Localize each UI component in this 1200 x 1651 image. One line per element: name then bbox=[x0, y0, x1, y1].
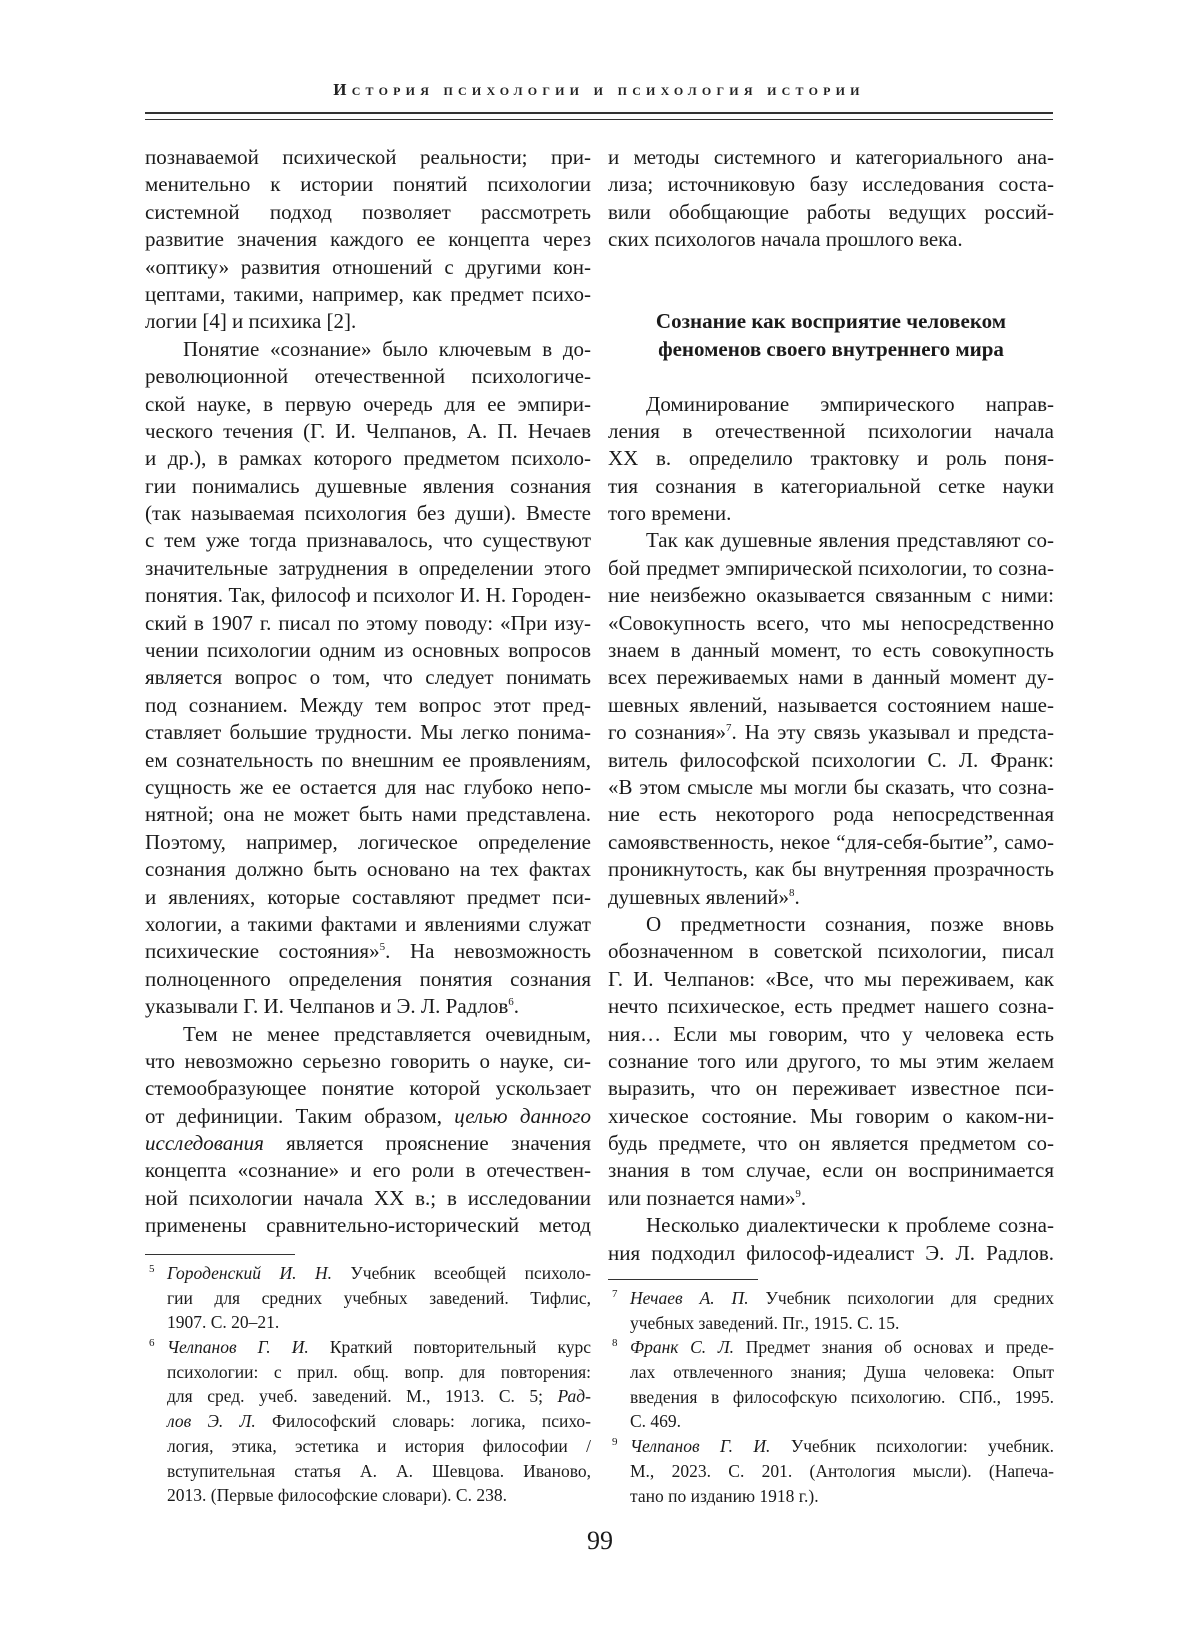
footnote-line bbox=[167, 1261, 591, 1286]
text-line bbox=[145, 171, 591, 198]
text-line bbox=[145, 1103, 591, 1130]
text-line bbox=[145, 199, 591, 226]
text-segment: понятия. Так, философ и психолог И. Н. Городен- bbox=[145, 583, 591, 607]
blank-line bbox=[608, 363, 1054, 390]
text-segment: . bbox=[801, 1186, 806, 1210]
text-line bbox=[145, 445, 591, 472]
text-segment: указывали Г. И. Челпанов и Э. Л. Радлов bbox=[145, 994, 508, 1018]
text-line bbox=[145, 144, 591, 171]
text-segment: Понятие «сознание» было ключевым в до- bbox=[183, 337, 591, 361]
text-segment: самоявственность, некое “для-себя-бытие”, само- bbox=[608, 830, 1054, 854]
footnote-reference: 8 bbox=[789, 887, 795, 899]
footnote-reference: 7 bbox=[726, 722, 732, 734]
page-number: 99 bbox=[0, 1526, 1200, 1556]
text-line bbox=[145, 281, 591, 308]
footnote-line bbox=[167, 1286, 591, 1311]
text-line bbox=[608, 473, 1054, 500]
text-line bbox=[145, 1130, 591, 1157]
text-line bbox=[145, 582, 591, 609]
text-line bbox=[608, 582, 1054, 609]
paragraph bbox=[145, 336, 591, 1021]
right-column bbox=[608, 144, 1054, 1267]
text-line bbox=[608, 993, 1054, 1020]
text-line bbox=[608, 1048, 1054, 1075]
paragraph bbox=[608, 144, 1054, 254]
footnote-line bbox=[167, 1459, 591, 1484]
footnote-line bbox=[167, 1434, 591, 1459]
section-heading-line bbox=[608, 336, 1054, 363]
text-line bbox=[608, 774, 1054, 801]
text-line bbox=[145, 500, 591, 527]
text-line bbox=[608, 664, 1054, 691]
text-line bbox=[608, 445, 1054, 472]
text-line bbox=[145, 966, 591, 993]
text-segment: витель философской психологии С. Л. Франк: bbox=[608, 748, 1054, 772]
text-line bbox=[145, 1157, 591, 1184]
text-line bbox=[145, 637, 591, 664]
text-line bbox=[608, 1240, 1054, 1267]
text-line bbox=[608, 1157, 1054, 1184]
footnote-separator bbox=[145, 1254, 295, 1255]
text-line bbox=[608, 637, 1054, 664]
footnote-separator bbox=[608, 1279, 758, 1280]
text-segment: учебных заведений. Пг., 1915. С. 15. bbox=[630, 1313, 899, 1333]
footnote-reference: 6 bbox=[508, 996, 514, 1008]
text-line bbox=[145, 938, 591, 965]
text-segment: ческого течения (Г. И. Челпанов, А. П. Нечаев bbox=[145, 419, 591, 443]
text-segment: бой предмет эмпирической психологии, то созна- bbox=[608, 556, 1054, 580]
text-line bbox=[145, 555, 591, 582]
footnote-line bbox=[167, 1335, 591, 1360]
text-line bbox=[608, 171, 1054, 198]
text-line bbox=[608, 1075, 1054, 1102]
text-line bbox=[145, 308, 591, 335]
text-line bbox=[145, 692, 591, 719]
text-segment: . bbox=[795, 885, 800, 909]
text-segment: цептами, такими, например, как предмет психо- bbox=[145, 282, 591, 306]
footnote bbox=[608, 1434, 1054, 1508]
text-segment: Сознание как восприятие человеком bbox=[656, 309, 1006, 333]
text-segment: «Совокупность всего, что мы непосредственно bbox=[608, 611, 1054, 635]
paragraph bbox=[608, 527, 1054, 910]
text-segment: 2013. (Первые философские словари). С. 238. bbox=[167, 1485, 507, 1505]
text-segment: психические состояния» bbox=[145, 939, 380, 963]
footnote-line bbox=[630, 1311, 1054, 1336]
text-segment: тано по изданию 1918 г.). bbox=[630, 1486, 819, 1506]
left-column bbox=[145, 144, 591, 1240]
text-segment: хическое состояние. Мы говорим о каком-ни- bbox=[608, 1104, 1054, 1128]
text-line bbox=[608, 829, 1054, 856]
text-segment: ской науке, в первую очередь для ее эмпири- bbox=[145, 392, 591, 416]
text-segment: стемообразующее понятие которой ускользает bbox=[145, 1076, 591, 1100]
text-line bbox=[145, 363, 591, 390]
text-line bbox=[608, 719, 1054, 746]
text-segment: Тем не менее представляется очевидным, bbox=[183, 1022, 591, 1046]
text-segment: применены сравнительно-исторический метод bbox=[145, 1213, 591, 1237]
text-segment: ставляет большие трудности. Мы легко понима- bbox=[145, 720, 591, 744]
text-segment: Учебник психологии для средних bbox=[749, 1288, 1054, 1308]
text-segment: ский в 1907 г. писал по этому поводу: «При изу- bbox=[145, 611, 591, 635]
text-line bbox=[145, 226, 591, 253]
text-line bbox=[608, 911, 1054, 938]
text-segment: Так как душевные явления представляют со- bbox=[646, 528, 1054, 552]
text-segment: вили обобщающие работы ведущих россий- bbox=[608, 200, 1054, 224]
text-segment: О предметности сознания, позже вновь bbox=[646, 912, 1054, 936]
text-segment: является вопрос о том, что следует понимать bbox=[145, 665, 591, 689]
text-line bbox=[145, 391, 591, 418]
text-segment: и методы системного и категориального ана- bbox=[608, 145, 1054, 169]
text-segment: Учебник всеобщей психоло- bbox=[332, 1263, 591, 1283]
italic-segment: Челпанов Г. И. bbox=[167, 1337, 309, 1357]
text-line bbox=[608, 1130, 1054, 1157]
footnote-line bbox=[630, 1385, 1054, 1410]
text-segment: гии для средних учебных заведений. Тифлис, bbox=[167, 1288, 591, 1308]
footnote-number: 5 bbox=[149, 1263, 155, 1275]
text-line bbox=[145, 664, 591, 691]
footnote-number: 8 bbox=[612, 1337, 618, 1349]
text-segment: чении психологии одним из основных вопросов bbox=[145, 638, 591, 662]
text-segment: и явлениях, которые составляют предмет пси- bbox=[145, 885, 591, 909]
text-segment: выразить, что он переживает известное пси- bbox=[608, 1076, 1054, 1100]
text-segment: го сознания» bbox=[608, 720, 726, 744]
text-segment: психологии: с прил. общ. вопр. для повторения: bbox=[167, 1362, 591, 1382]
text-segment: под сознанием. Между тем вопрос этот пред- bbox=[145, 693, 591, 717]
text-line bbox=[608, 747, 1054, 774]
text-segment: душевных явлений» bbox=[608, 885, 789, 909]
text-segment: значительные затруднения в определении этого bbox=[145, 556, 591, 580]
header-rule-bottom bbox=[145, 119, 1053, 120]
text-segment: будь предмете, что он является предметом со- bbox=[608, 1131, 1054, 1155]
text-line bbox=[145, 829, 591, 856]
text-line bbox=[608, 144, 1054, 171]
text-line bbox=[145, 774, 591, 801]
text-line bbox=[608, 1103, 1054, 1130]
text-line bbox=[608, 692, 1054, 719]
footnote-number: 9 bbox=[612, 1436, 618, 1448]
footnote-line bbox=[630, 1360, 1054, 1385]
footnote bbox=[145, 1261, 591, 1335]
text-line bbox=[145, 527, 591, 554]
text-line bbox=[608, 391, 1054, 418]
text-segment: для сред. учеб. заведений. М., 1913. С. 5; bbox=[167, 1386, 558, 1406]
text-segment: логии [4] и психика [2]. bbox=[145, 309, 356, 333]
section-heading-line bbox=[608, 308, 1054, 335]
text-line bbox=[145, 1021, 591, 1048]
footnote-line bbox=[630, 1484, 1054, 1509]
text-line bbox=[145, 473, 591, 500]
text-segment: Учебник психологии: учебник. bbox=[770, 1436, 1054, 1456]
italic-segment: Городенский И. Н. bbox=[167, 1263, 332, 1283]
text-segment: с тем уже тогда признавалось, что существуют bbox=[145, 528, 591, 552]
footnote bbox=[145, 1335, 591, 1508]
text-line bbox=[145, 1185, 591, 1212]
footnote-line bbox=[167, 1360, 591, 1385]
text-line bbox=[145, 747, 591, 774]
text-segment: . bbox=[514, 994, 519, 1018]
text-line bbox=[608, 801, 1054, 828]
text-line bbox=[608, 199, 1054, 226]
blank-line bbox=[608, 281, 1054, 308]
text-segment: Несколько диалектически к проблеме созна- bbox=[646, 1213, 1054, 1237]
italic-segment: Челпанов Г. И. bbox=[630, 1436, 770, 1456]
text-line bbox=[608, 500, 1054, 527]
text-segment: шевных явлений, называется состоянием наше- bbox=[608, 693, 1054, 717]
text-segment: «В этом смысле мы могли бы сказать, что созна- bbox=[608, 775, 1054, 799]
footnote-line bbox=[630, 1286, 1054, 1311]
footnotes-right bbox=[608, 1279, 1054, 1508]
footnotes-left bbox=[145, 1254, 591, 1508]
text-segment: менительно к истории понятий психологии bbox=[145, 172, 591, 196]
text-segment: Доминирование эмпирического направ- bbox=[646, 392, 1054, 416]
text-line bbox=[608, 884, 1054, 911]
text-segment: вступительная статья А. А. Шевцова. Иваново, bbox=[167, 1461, 591, 1481]
footnote-line bbox=[630, 1335, 1054, 1360]
footnote bbox=[608, 1335, 1054, 1434]
running-header: История психологии и психология истории bbox=[145, 80, 1053, 100]
text-line bbox=[608, 938, 1054, 965]
text-segment: Поэтому, например, логическое определение bbox=[145, 830, 591, 854]
text-segment: Краткий повторительный курс bbox=[309, 1337, 591, 1357]
text-segment: ной психологии начала XX в.; в исследовании bbox=[145, 1186, 591, 1210]
header-rule-top bbox=[145, 112, 1053, 114]
footnote-line bbox=[167, 1310, 591, 1335]
text-line bbox=[145, 254, 591, 281]
text-line bbox=[145, 1075, 591, 1102]
text-segment: того времени. bbox=[608, 501, 731, 525]
text-line bbox=[145, 884, 591, 911]
text-segment: (так называемая психология без души). Вместе bbox=[145, 501, 591, 525]
footnote-number: 7 bbox=[612, 1288, 618, 1300]
text-segment: системной подход позволяет рассмотреть bbox=[145, 200, 591, 224]
text-line bbox=[608, 1021, 1054, 1048]
text-segment: сознание того или другого, то мы этим желаем bbox=[608, 1049, 1054, 1073]
footnote-reference: 5 bbox=[380, 941, 386, 953]
italic-segment: Нечаев А. П. bbox=[630, 1288, 749, 1308]
text-segment: ние есть некоторого рода непосредственная bbox=[608, 802, 1054, 826]
text-segment: Философский словарь: логика, психо- bbox=[256, 1411, 591, 1431]
footnote-line bbox=[630, 1459, 1054, 1484]
text-segment: развитие значения каждого ее концепта через bbox=[145, 227, 591, 251]
text-line bbox=[145, 418, 591, 445]
paragraph bbox=[608, 1212, 1054, 1267]
text-segment: гии понимались душевные явления сознания bbox=[145, 474, 591, 498]
text-segment: ских психологов начала прошлого века. bbox=[608, 227, 963, 251]
text-line bbox=[608, 1185, 1054, 1212]
text-segment: и др.), в рамках которого предметом психоло- bbox=[145, 446, 591, 470]
text-segment: Г. И. Челпанов: «Все, что мы переживаем, как bbox=[608, 967, 1054, 991]
text-segment: XX в. определило трактовку и роль поня- bbox=[608, 446, 1054, 470]
footnote-line bbox=[167, 1384, 591, 1409]
text-segment: от дефиниции. Таким образом, bbox=[145, 1104, 454, 1128]
footnote-line bbox=[630, 1409, 1054, 1434]
text-line bbox=[145, 1048, 591, 1075]
text-line bbox=[608, 555, 1054, 582]
text-segment: тия сознания в категориальной сетке науки bbox=[608, 474, 1054, 498]
footnote-line bbox=[167, 1409, 591, 1434]
text-segment: революционной отечественной психологиче- bbox=[145, 364, 591, 388]
text-segment: концепта «сознание» и его роли в отечествен- bbox=[145, 1158, 591, 1182]
text-segment: . На эту связь указывал и предста- bbox=[731, 720, 1054, 744]
text-segment: является прояснение значения bbox=[264, 1131, 591, 1155]
text-segment: ния… Если мы говорим, что у человека есть bbox=[608, 1022, 1054, 1046]
text-segment: или познается нами» bbox=[608, 1186, 795, 1210]
text-segment: ления в отечественной психологии начала bbox=[608, 419, 1054, 443]
text-line bbox=[145, 911, 591, 938]
text-segment: познаваемой психической реальности; при- bbox=[145, 145, 591, 169]
text-segment: феноменов своего внутреннего мира bbox=[658, 337, 1004, 361]
footnote-reference: 9 bbox=[795, 1188, 801, 1200]
italic-segment: Франк С. Л. bbox=[630, 1337, 734, 1357]
text-segment: М., 2023. С. 201. (Антология мысли). (Напеча- bbox=[630, 1461, 1054, 1481]
text-segment: ем сознательность по внешним ее проявлениям, bbox=[145, 748, 591, 772]
text-segment: 1907. С. 20–21. bbox=[167, 1312, 279, 1332]
text-line bbox=[608, 1212, 1054, 1239]
paragraph bbox=[145, 144, 591, 336]
text-segment: знаем в данный момент, то есть совокупность bbox=[608, 638, 1054, 662]
text-segment: С. 469. bbox=[630, 1411, 681, 1431]
text-line bbox=[608, 856, 1054, 883]
text-segment: сущность же ее остается для нас глубоко непо- bbox=[145, 775, 591, 799]
text-segment: знания в том случае, если он воспринимается bbox=[608, 1158, 1054, 1182]
text-line bbox=[608, 418, 1054, 445]
footnote bbox=[608, 1286, 1054, 1335]
text-segment: нечто психическое, есть предмет нашего созна- bbox=[608, 994, 1054, 1018]
text-segment: ния подходил философ-идеалист Э. Л. Радлов. bbox=[608, 1241, 1054, 1265]
italic-segment: исследования bbox=[145, 1131, 264, 1155]
text-segment: хологии, а такими фактами и явлениями служат bbox=[145, 912, 591, 936]
text-line bbox=[608, 966, 1054, 993]
italic-segment: лов Э. Л. bbox=[167, 1411, 256, 1431]
italic-segment: Рад- bbox=[558, 1386, 591, 1406]
text-segment: «оптику» развития отношений с другими кон- bbox=[145, 255, 591, 279]
text-line bbox=[608, 226, 1054, 253]
text-segment: обозначенном в советской психологии, писал bbox=[608, 939, 1054, 963]
footnote-number: 6 bbox=[149, 1337, 155, 1349]
text-segment: проникнутость, как бы внутренняя прозрачность bbox=[608, 857, 1054, 881]
text-line bbox=[145, 336, 591, 363]
text-segment: всех переживаемых нами в данный момент ду- bbox=[608, 665, 1054, 689]
text-segment: полноценного определения понятия сознания bbox=[145, 967, 591, 991]
text-segment: . На невозможность bbox=[385, 939, 591, 963]
paragraph bbox=[145, 1021, 591, 1240]
text-segment: Предмет знания об основах и преде- bbox=[734, 1337, 1054, 1357]
text-line bbox=[608, 610, 1054, 637]
blank-line bbox=[608, 254, 1054, 281]
text-line bbox=[145, 856, 591, 883]
text-segment: лах отвлеченного знания; Душа человека: Опыт bbox=[630, 1362, 1054, 1382]
text-line bbox=[145, 1212, 591, 1239]
paragraph bbox=[608, 391, 1054, 528]
text-line bbox=[608, 527, 1054, 554]
text-segment: лиза; источниковую базу исследования соста- bbox=[608, 172, 1054, 196]
text-segment: нятной; она не может быть нами представлена. bbox=[145, 802, 591, 826]
text-line bbox=[145, 610, 591, 637]
italic-segment: целью данного bbox=[454, 1104, 591, 1128]
text-segment: логия, этика, эстетика и история философии / bbox=[167, 1436, 591, 1456]
text-line bbox=[145, 719, 591, 746]
text-segment: введения в философскую психологию. СПб., 1995. bbox=[630, 1387, 1054, 1407]
text-segment: ние неизбежно оказывается связанным с ними: bbox=[608, 583, 1054, 607]
paragraph bbox=[608, 911, 1054, 1212]
footnote-line bbox=[630, 1434, 1054, 1459]
text-segment: что невозможно серьезно говорить о науке, си- bbox=[145, 1049, 591, 1073]
footnote-line bbox=[167, 1483, 591, 1508]
text-segment: сознания должно быть основано на тех фактах bbox=[145, 857, 591, 881]
text-line bbox=[145, 801, 591, 828]
text-line bbox=[145, 993, 591, 1020]
